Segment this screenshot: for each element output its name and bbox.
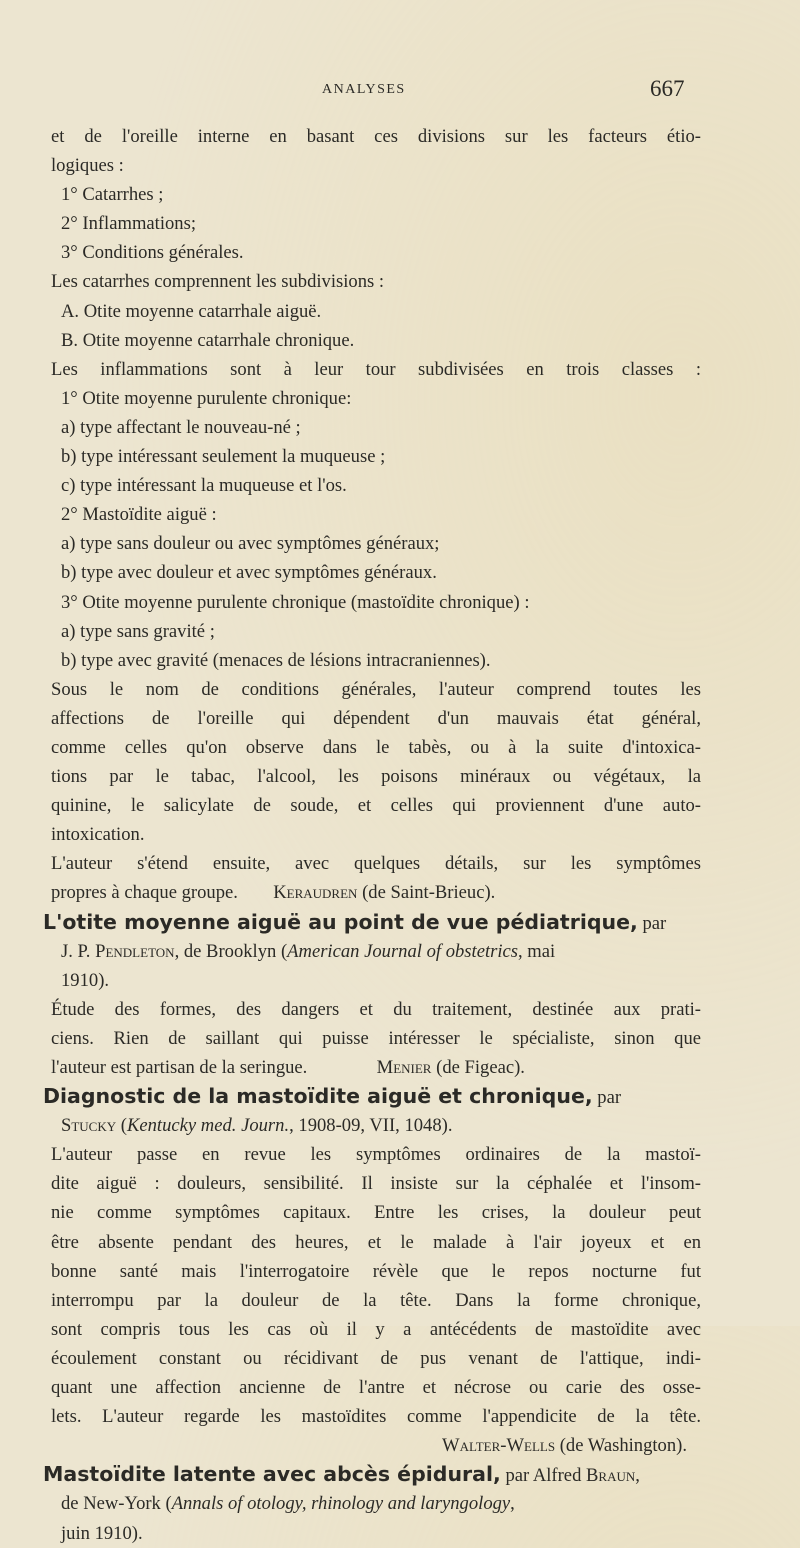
text-line: L'auteur passe en revue les symptômes ordinaires de la mastoï- bbox=[51, 1144, 701, 1166]
list-item: 2° Inflammations; bbox=[61, 213, 196, 235]
list-item: B. Otite moyenne catarrhale chronique. bbox=[61, 329, 355, 351]
page-number: 667 bbox=[650, 76, 685, 101]
article-title: Diagnostic de la mastoïdite aiguë et chronique, bbox=[43, 1084, 593, 1109]
citation-line bbox=[51, 1111, 701, 1140]
citation-line bbox=[51, 1489, 701, 1518]
text-span: , bbox=[635, 1465, 640, 1487]
text-line: lets. L'auteur regarde les mastoïdites comme l'appendicite de la tête. bbox=[51, 1406, 701, 1428]
text-line: intoxication. bbox=[51, 824, 145, 846]
text-span: par Alfred bbox=[505, 1465, 582, 1487]
author-name: Keraudren bbox=[273, 882, 358, 904]
text-line: comme celles qu'on observe dans le tabès, ou à la suite d'intoxica- bbox=[51, 736, 701, 758]
list-item: b) type avec douleur et avec symptômes généraux. bbox=[61, 562, 437, 584]
citation-line bbox=[51, 937, 701, 966]
author-name: Pendleton bbox=[95, 940, 175, 962]
text-span: propres à chaque groupe. bbox=[51, 882, 238, 904]
text-span: par bbox=[642, 912, 667, 934]
text-line: interrompu par la douleur de la tête. Dans la forme chronique, bbox=[51, 1289, 701, 1311]
article-title: L'otite moyenne aiguë au point de vue pédiatrique, bbox=[43, 909, 638, 934]
text-line: sont compris tous les cas où il y a antécédents de mastoïdite avec bbox=[51, 1318, 701, 1340]
text-line: quinine, le salicylate de soude, et celles qui proviennent d'une auto- bbox=[51, 795, 701, 817]
text-line: quant une affection ancienne de l'antre et nécrose ou carie des osse- bbox=[51, 1377, 701, 1399]
text-line: affections de l'oreille qui dépendent d'un mauvais état général, bbox=[51, 707, 701, 729]
text-line: L'auteur s'étend ensuite, avec quelques détails, sur les symptômes bbox=[51, 853, 701, 875]
author-location: (de Washington). bbox=[559, 1435, 687, 1457]
list-item: 2° Mastoïdite aiguë : bbox=[61, 504, 217, 526]
author-name: Stucky bbox=[61, 1115, 117, 1137]
text-line bbox=[51, 1431, 701, 1460]
text-line: Sous le nom de conditions générales, l'auteur comprend toutes les bbox=[51, 678, 701, 700]
author-location: (de Figeac). bbox=[436, 1057, 525, 1078]
text-span: J. P. bbox=[61, 940, 91, 962]
author-name: Menier bbox=[376, 1057, 432, 1078]
list-item: b) type avec gravité (menaces de lésions intracraniennes). bbox=[61, 649, 491, 671]
list-item: 3° Conditions générales. bbox=[61, 242, 244, 264]
list-item: 1° Catarrhes ; bbox=[61, 184, 164, 206]
list-item: A. Otite moyenne catarrhale aiguë. bbox=[61, 300, 322, 322]
text-span: , 1908-09, VII, 1048). bbox=[289, 1115, 453, 1137]
text-span: ( bbox=[120, 1115, 127, 1137]
author-name: Walter-Wells bbox=[442, 1435, 556, 1457]
journal-name: Kentucky med. Journ. bbox=[126, 1115, 290, 1137]
text-line: logiques : bbox=[51, 155, 124, 177]
article-heading bbox=[43, 1082, 701, 1111]
page-header bbox=[0, 76, 800, 110]
text-line bbox=[51, 878, 701, 907]
journal-name: American Journal of obstetrics bbox=[287, 940, 518, 962]
text-line: 1910). bbox=[61, 969, 110, 991]
text-line: et de l'oreille interne en basant ces divisions sur les facteurs étio- bbox=[51, 126, 701, 147]
text-span: , bbox=[510, 1493, 515, 1515]
running-head: ANALYSES bbox=[322, 82, 406, 97]
text-line: bonne santé mais l'interrogatoire révèle que le repos nocturne fut bbox=[51, 1260, 701, 1282]
list-item: a) type affectant le nouveau-né ; bbox=[61, 416, 301, 438]
text-line: ciens. Rien de saillant qui puisse intéresser le spécialiste, sinon que bbox=[51, 1027, 701, 1049]
text-line: être absente pendant des heures, et le malade à l'air joyeux et en bbox=[51, 1231, 701, 1253]
list-item: b) type intéressant seulement la muqueuse ; bbox=[61, 446, 386, 468]
text-line: juin 1910). bbox=[61, 1522, 143, 1544]
text-line: Les inflammations sont à leur tour subdivisées en trois classes : bbox=[51, 358, 701, 380]
list-item: 1° Otite moyenne purulente chronique: bbox=[61, 387, 352, 409]
author-location: (de Saint-Brieuc). bbox=[362, 882, 496, 904]
text-span: de New-York ( bbox=[61, 1493, 172, 1515]
text-span: par bbox=[597, 1087, 622, 1109]
list-item: a) type sans gravité ; bbox=[61, 620, 215, 642]
text-line bbox=[51, 1053, 701, 1082]
text-line: tions par le tabac, l'alcool, les poisons minéraux ou végétaux, la bbox=[51, 766, 701, 788]
list-item: a) type sans douleur ou avec symptômes généraux; bbox=[61, 533, 440, 555]
journal-name: Annals of otology, rhinology and laryngology bbox=[171, 1493, 511, 1515]
text-line: nie comme symptômes capitaux. Entre les crises, la douleur peut bbox=[51, 1202, 701, 1224]
text-line: Étude des formes, des dangers et du traitement, destinée aux prati- bbox=[51, 998, 701, 1020]
article-heading bbox=[43, 908, 701, 937]
text-span: , mai bbox=[518, 940, 556, 962]
article-title: Mastoïdite latente avec abcès épidural, bbox=[43, 1462, 501, 1487]
text-line: dite aiguë : douleurs, sensibilité. Il insiste sur la céphalée et l'insom- bbox=[51, 1173, 701, 1195]
author-name: Braun bbox=[586, 1465, 636, 1487]
article-heading bbox=[43, 1460, 701, 1489]
text-line: Les catarrhes comprennent les subdivisions : bbox=[51, 271, 385, 293]
text-span: , de Brooklyn ( bbox=[174, 940, 288, 962]
text-line: écoulement constant ou récidivant de pus venant de l'attique, indi- bbox=[51, 1347, 701, 1369]
list-item: c) type intéressant la muqueuse et l'os. bbox=[61, 475, 347, 497]
text-span: l'auteur est partisan de la seringue. bbox=[51, 1057, 308, 1078]
list-item: 3° Otite moyenne purulente chronique (mastoïdite chronique) : bbox=[61, 591, 530, 613]
body-text bbox=[43, 122, 701, 1548]
